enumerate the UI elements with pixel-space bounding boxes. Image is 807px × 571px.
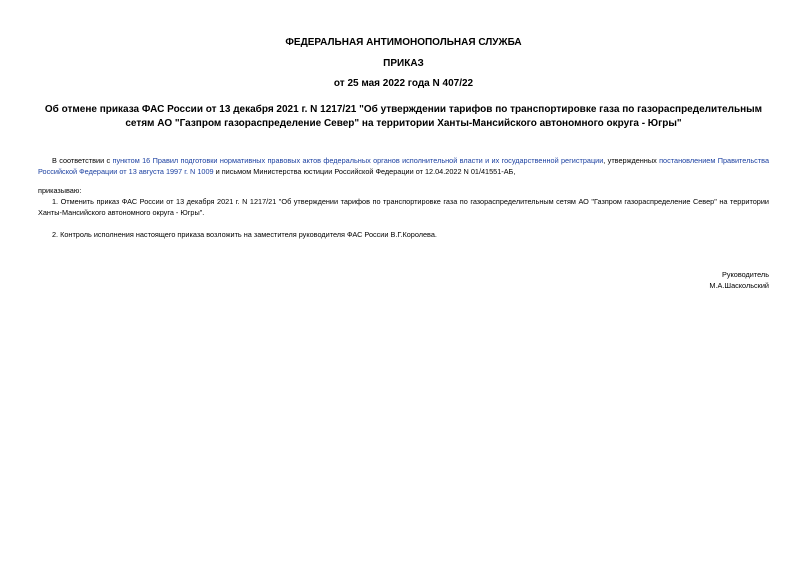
doc-type: ПРИКАЗ (383, 58, 424, 69)
link-government-decree-1009[interactable]: постановлением Правительства Российской Федерации от 13 августа 1997 г. N 1009 (38, 156, 770, 176)
link-rules-point-16[interactable]: пунктом 16 Правил подготовки нормативных правовых актов федеральных органов исполнительной власти и их государственной регистрации (112, 156, 604, 165)
order-word: приказываю: (38, 186, 82, 195)
signature-position: Руководитель (721, 270, 769, 279)
preamble-text-3: и письмом Министерства юстиции Российской Федерации от 12.04.2022 N 01/41551-АБ, (213, 167, 516, 176)
preamble-text-2: , утвержденных (603, 156, 660, 165)
agency-name: ФЕДЕРАЛЬНАЯ АНТИМОНОПОЛЬНАЯ СЛУЖБА (285, 37, 522, 48)
doc-title: Об отмене приказа ФАС России от 13 декабря 2021 г. N 1217/21 "Об утверждении тарифов по транспортировке газа по газораспределительным сетям АО "Газпром газораспределение Север" на территории Ханты-Мансийского автономного округа - Югры" (44, 104, 763, 129)
signature-name: М.А.Шаскольский (709, 281, 769, 290)
order-item-2: 2. Контроль исполнения настоящего приказа возложить на заместителя руководителя ФАС России В.Г.Королева. (52, 230, 437, 239)
preamble-text-1: В соответствии с (52, 156, 113, 165)
preamble-paragraph (38, 155, 769, 177)
order-item-1: 1. Отменить приказ ФАС России от 13 декабря 2021 г. N 1217/21 "Об утверждении тарифов по транспортировке газа по газораспределительным сетям АО "Газпром газораспределение Север" на территории Ханты-Мансийского автономного округа - Югры". (38, 197, 769, 217)
doc-date-number: от 25 мая 2022 года N 407/22 (333, 78, 474, 89)
